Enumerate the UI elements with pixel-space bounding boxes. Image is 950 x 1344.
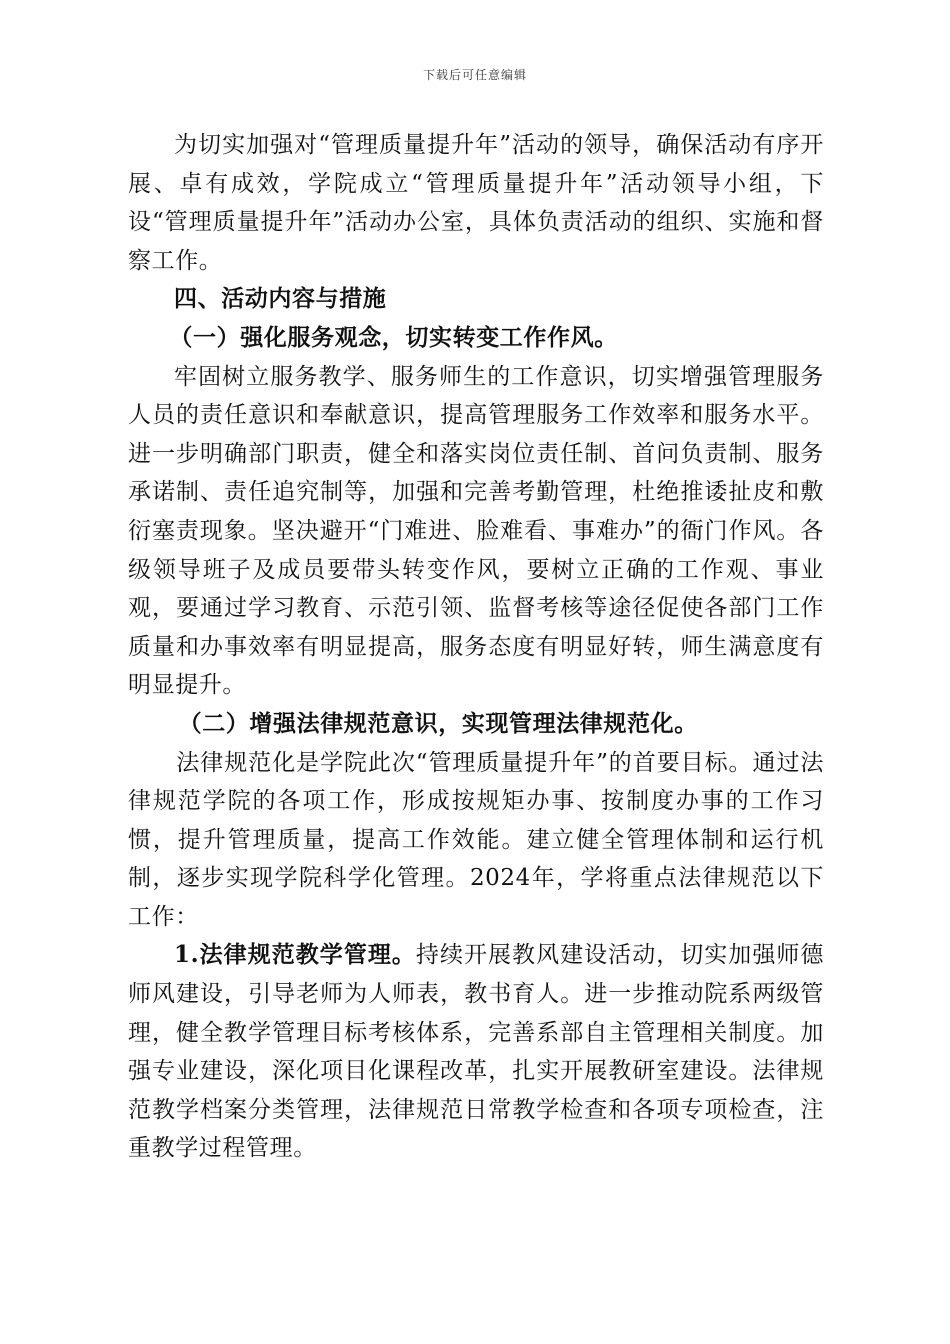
document-body [128, 126, 824, 1168]
page-header: 下载后可任意编辑 [422, 68, 527, 82]
section-heading-4: 四、活动内容与措施 [174, 285, 387, 313]
paragraph-legal-norms: 法律规范化是学院此次“管理质量提升年”的首要目标。通过法律规范学院的各项工作，形成按规矩办事、按制度办事的工作习惯，提升管理质量，提高工作效能。建立健全管理体制和运行机制，逐步实现学院科学化管理。2024年，学将重点法律规范以下工作： [128, 749, 824, 930]
item-text: 持续开展教风建设活动，切实加强师德师风建设，引导老师为人师表，教书育人。进一步推动院系两级管理，健全教学管理目标考核体系，完善系部自主管理相关制度。加强专业建设，深化项目化课程改革，扎实开展教研室建设。法律规范教学档案分类管理，法律规范日常教学检查和各项专项检查，注重教学过程管理。 [128, 942, 824, 1162]
subsection-heading-1: （一）强化服务观念，切实转变工作作风。 [169, 323, 618, 351]
item-lead: 1.法律规范教学管理。 [174, 941, 416, 969]
subsection-heading-2: （二）增强法律规范意识，实现管理法律规范化。 [178, 709, 698, 737]
list-item-teaching-management [128, 936, 824, 1168]
paragraph-service: 牢固树立服务教学、服务师生的工作意识，切实增强管理服务人员的责任意识和奉献意识，提高管理服务工作效率和服务水平。进一步明确部门职责，健全和落实岗位责任制、首问负责制、服务承诺制、责任追究制等，加强和完善考勤管理，杜绝推诿扯皮和敷衍塞责现象。坚决避开“门难进、脸难看、事难办”的衙门作风。各级领导班子及成员要带头转变作风，要树立正确的工作观、事业观，要通过学习教育、示范引领、监督考核等途径促使各部门工作质量和办事效率有明显提高，服务态度有明显好转，师生满意度有明显提升。 [128, 363, 824, 699]
paragraph-leadership: 为切实加强对“管理质量提升年”活动的领导，确保活动有序开展、卓有成效，学院成立“管理质量提升年”活动领导小组，下设“管理质量提升年”活动办公室，具体负责活动的组织、实施和督察工作。 [128, 132, 824, 274]
